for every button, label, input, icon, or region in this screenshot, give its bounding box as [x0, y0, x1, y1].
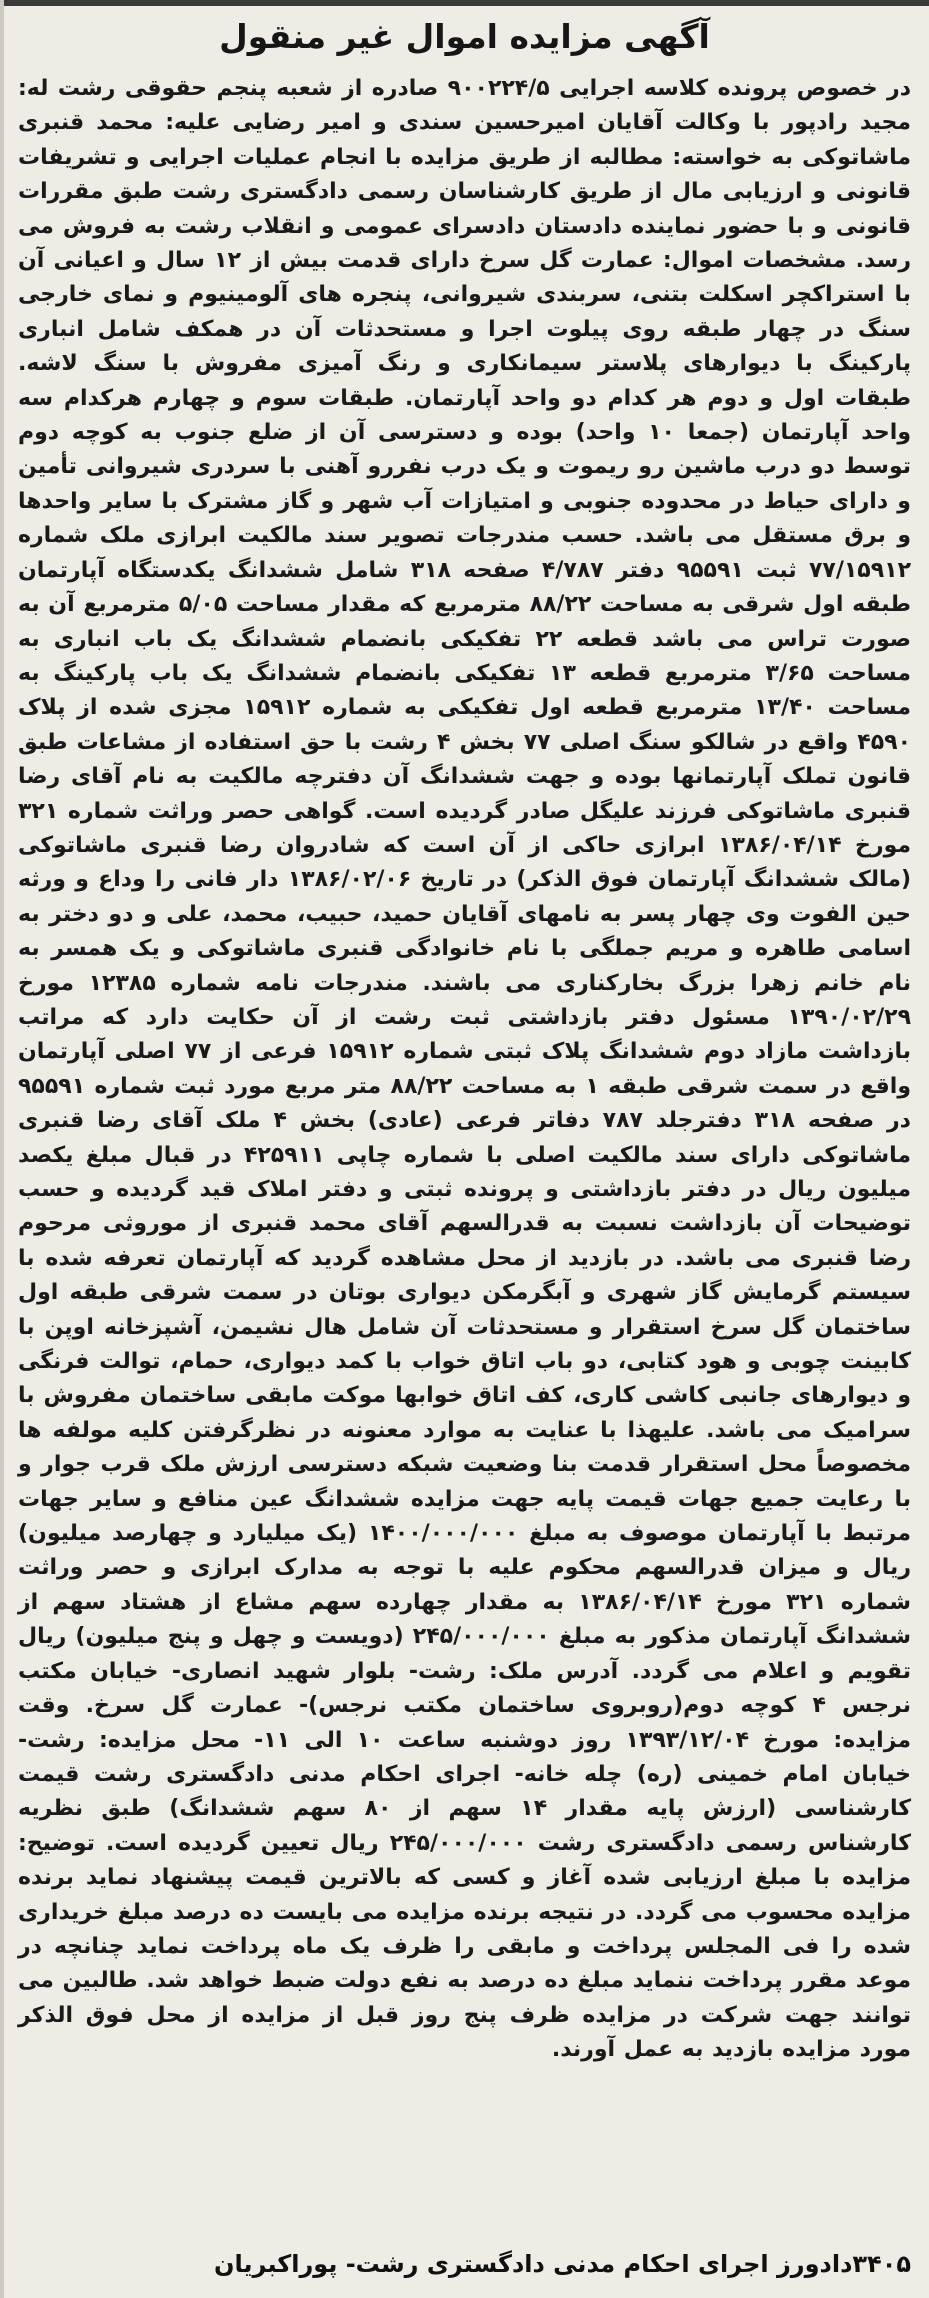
left-edge: [0, 0, 4, 2298]
top-border: [0, 0, 929, 6]
notice-title: آگهی مزایده اموال غیر منقول: [219, 17, 710, 56]
notice-body: در خصوص پرونده کلاسه اجرایی ۹۰۰۲۲۴/۵ صادره از شعبه پنجم حقوقی رشت له: مجید رادپور با وکالت آقایان امیرحسین سندی و امیر رضایی علیه: محمد قنبری ماشاتوکی به خواسته: مطالبه از طریق مزایده با انجام عملیات اجرایی و تشریفات قانونی و ارزیابی مال از طریق کارشناسان رسمی دادگستری رشت طبق مقررات قانونی و با حضور نماینده دادستان دادسرای عمومی و انقلاب رشت به فروش می رسد. مشخصات اموال: عمارت گل سرخ دارای قدمت بیش از ۱۲ سال و اعیانی آن با استراکچر اسکلت بتنی، سربندی شیروانی، پنجره های آلومینیوم و نمای خارجی سنگ در چهار طبقه روی پیلوت اجرا و مستحدثات آن در همکف شامل انباری پارکینگ با دیوارهای پلاستر سیمانکاری و رنگ آمیزی مفروش با سنگ لاشه. طبقات اول و دوم هر کدام دو واحد آپارتمان. طبقات سوم و چهارم هرکدام سه واحد آپارتمان (جمعا ۱۰ واحد) بوده و دسترسی آن از ضلع جنوب به کوچه دوم توسط دو درب ماشین رو ریموت و یک درب نفررو آهنی با سردری شیروانی تأمین و دارای حیاط در محدوده جنوبی و امتیازات آب شهر و گاز مشترک با سایر واحدها و برق مستقل می باشد. حسب مندرجات تصویر سند مالکیت ابرازی ملک شماره ۷۷/۱۵۹۱۲ ثبت ۹۵۵۹۱ دفتر ۴/۷۸۷ صفحه ۳۱۸ شامل ششدانگ یکدستگاه آپارتمان طبقه اول شرقی به مساحت ۸۸/۲۲ مترمربع که مقدار مساحت ۵/۰۵ مترمربع آن به صورت تراس می باشد قطعه ۲۲ تفکیکی بانضمام ششدانگ یک باب انباری به مساحت ۳/۶۵ مترمربع قطعه ۱۳ تفکیکی بانضمام ششدانگ یک باب پارکینگ به مساحت ۱۳/۴۰ مترمربع قطعه اول تفکیکی به شماره ۱۵۹۱۲ مجزی شده از پلاک ۴۵۹۰ واقع در شالکو سنگ اصلی ۷۷ بخش ۴ رشت با حق استفاده از مشاعات طبق قانون تملک آپارتمانها بوده و جهت ششدانگ آن دفترچه مالکیت به نام آقای رضا قنبری ماشاتوکی فرزند علیگل صادر گردیده است. گواهی حصر وراثت شماره ۳۲۱ مورخ ۱۳۸۶/۰۴/۱۴ ابرازی حاکی از آن است که شادروان رضا قنبری ماشاتوکی (مالک ششدانگ آپارتمان فوق الذکر) در تاریخ ۱۳۸۶/۰۲/۰۶ دار فانی را وداع و ورثه حین الفوت وی چهار پسر به نامهای آقایان حمید، حبیب، محمد، علی و دو دختر به اسامی طاهره و مریم جملگی با نام خانوادگی قنبری ماشاتوکی و یک همسر به نام خانم زهرا بزرگ بخارکناری می باشند. مندرجات نامه شماره ۱۲۳۸۵ مورخ ۱۳۹۰/۰۲/۲۹ مسئول دفتر بازداشتی ثبت رشت از آن حکایت دارد که مراتب بازداشت مازاد دوم ششدانگ پلاک ثبتی شماره ۱۵۹۱۲ فرعی از ۷۷ اصلی آپارتمان واقع در سمت شرقی طبقه ۱ به مساحت ۸۸/۲۲ متر مربع مورد ثبت شماره ۹۵۵۹۱ در صفحه ۳۱۸ دفترجلد ۷۸۷ دفاتر فرعی (عادی) بخش ۴ ملک آقای رضا قنبری ماشاتوکی دارای سند مالکیت اصلی با شماره چاپی ۴۲۵۹۱۱ در قبال مبلغ یکصد میلیون ریال در دفتر بازداشتی و پرونده ثبتی و دفتر املاک قید گردیده و حسب توضیحات آن بازداشت نسبت به قدرالسهم آقای محمد قنبری از موروثی مرحوم رضا قنبری می باشد. در بازدید از محل مشاهده گردید که آپارتمان تعرفه شده با سیستم گرمایش گاز شهری و آبگرمکن دیواری بوتان در سمت شرقی طبقه اول ساختمان گل سرخ استقرار و مستحدثات آن شامل هال نشیمن، آشپزخانه اوپن با کابینت چوبی و هود کتابی، دو باب اتاق خواب با کمد دیواری، حمام، توالت فرنگی و دیوارهای جانبی کاشی کاری، کف اتاق خوابها موکت مابقی ساختمان مفروش با سرامیک می باشد. علیهذا با عنایت به موارد معنونه در نظرگرفتن کلیه مولفه ها مخصوصاً محل استقرار قدمت بنا وضعیت شبکه دسترسی ارزش ملک قرب جوار و با رعایت جمیع جهات قیمت پایه جهت مزایده ششدانگ عین منافع و سایر جهات مرتبط با آپارتمان موصوف به مبلغ ۱۴۰۰/۰۰۰/۰۰۰ (یک میلیارد و چهارصد میلیون) ریال و میزان قدرالسهم محکوم علیه با توجه به مدارک ابرازی و حصر وراثت شماره ۳۲۱ مورخ ۱۳۸۶/۰۴/۱۴ به مقدار چهارده سهم مشاع از هشتاد سهم از ششدانگ آپارتمان مذکور به مبلغ ۲۴۵/۰۰۰/۰۰۰ (دویست و چهل و پنج میلیون) ریال تقویم و اعلام می گردد. آدرس ملک: رشت- بلوار شهید انصاری- خیابان مکتب نرجس ۴ کوچه دوم(روبروی ساختمان مکتب نرجس)- عمارت گل سرخ. وقت مزایده: مورخ ۱۳۹۳/۱۲/۰۴ روز دوشنبه ساعت ۱۰ الی ۱۱- محل مزایده: رشت- خیابان امام خمینی (ره) چله خانه- اجرای احکام مدنی دادگستری رشت قیمت کارشناسی (ارزش پایه مقدار ۱۴ سهم از ۸۰ سهم ششدانگ) طبق نظریه کارشناس رسمی دادگستری رشت ۲۴۵/۰۰۰/۰۰۰ ریال تعیین گردیده است. توضیح: مزایده با مبلغ ارزیابی شده آغاز و کسی که بالاترین قیمت پیشنهاد نماید برنده مزایده محسوب می گردد. در نتیجه برنده مزایده می بایست ده درصد مبلغ خریداری شده را فی المجلس پرداخت و مابقی را ظرف یک ماه پرداخت نماید چنانچه در موعد مقرر پرداخت ننماید مبلغ ده درصد به نفع دولت ضبط خواهد شد. طالبین می توانند جهت شرکت در مزایده ظرف پنج روز قبل از مزایده از محل فوق الذکر مورد مزایده بازدید به عمل آورند.: [18, 76, 912, 2063]
notice-signature: ۳۴۰۵دادورز اجرای احکام مدنی دادگستری رشت- پوراکبریان: [214, 2250, 911, 2278]
